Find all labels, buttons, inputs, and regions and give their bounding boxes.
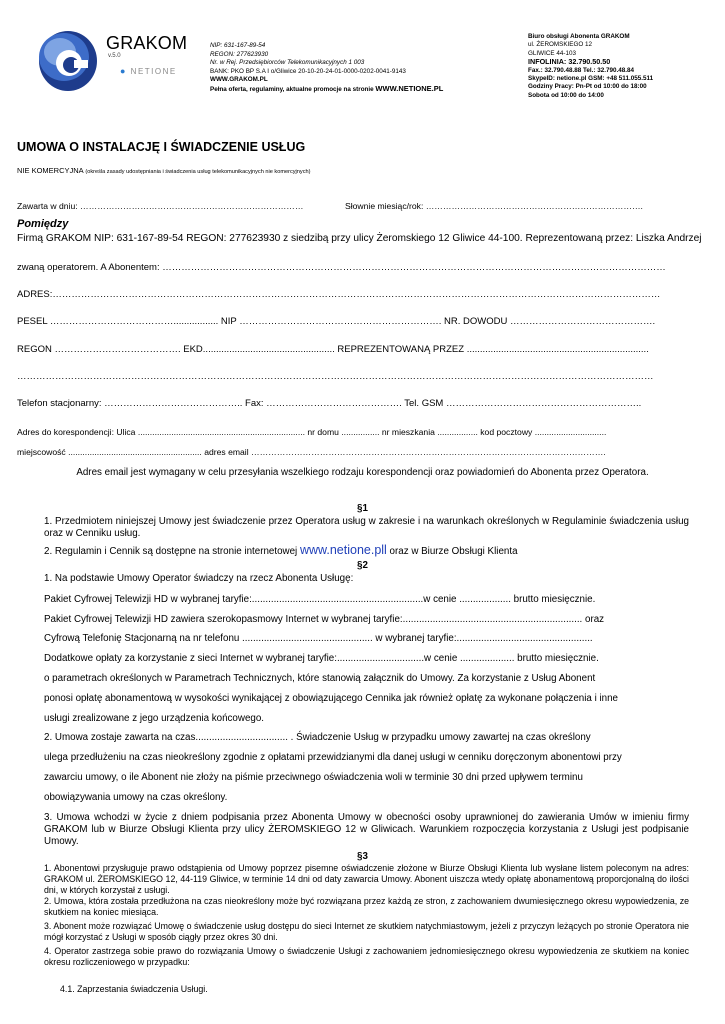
office-street: ul. ŻEROMSKIEGO 12 xyxy=(528,41,593,49)
s1-p2 xyxy=(44,543,689,557)
subtitle xyxy=(17,166,310,175)
s2-l10: ulega przedłużeniu na czas nieokreślony zgodnie z opłatami przewidzianymi dla danej usługi w cenniku doręczonym abonentowi przy xyxy=(44,752,622,763)
subscriber-name-field[interactable]: zwaną operatorem. A Abonentem: …………………………………………………………………………………………………………………………………………… xyxy=(17,262,666,273)
office-details xyxy=(528,33,653,100)
version-label: v.5.0 xyxy=(108,53,121,59)
netione-logo: ● NETIONE xyxy=(120,66,177,76)
page-title: UMOWA O INSTALACJĘ I ŚWIADCZENIE USŁUG xyxy=(17,140,306,154)
correspondence-address-field[interactable]: Adres do korespondencji: Ulica ...................................................................... nr domu ................ nr mieszkania ................. kod pocztowy .............................. xyxy=(17,427,607,437)
date-field[interactable]: Zawarta w dniu: …………………………………………………………………… xyxy=(17,201,304,211)
s2-l9: 2. Umowa zostaje zawarta na czas.................................. . Świadczenie Usług w przypadku umowy zawartej na czas określony xyxy=(44,732,591,743)
s3-p1: 1. Abonentowi przysługuje prawo odstąpienia od Umowy poprzez pisemne oświadczenie złożone w Biurze Obsługi Klienta lub wysłane listem poleconym na adres: GRAKOM ul. ŻEROMSKIEGO 12, 44-119 Gliwice, w terminie 14 dni od daty zawarcia Umowy. Abonent uiszcza wtedy opłatę abonamentową proporcjonalną do ilości dni, w których korzystał z usługi. xyxy=(44,863,689,895)
netione-logo-text: NETIONE xyxy=(130,67,177,76)
register: Nr. w Rej. Przedsiębiorców Telekomunikacyjnych 1 003 xyxy=(210,59,365,67)
nip: NIP: 631-167-89-54 xyxy=(210,42,266,49)
infolinia: INFOLINIA: 32.790.50.50 xyxy=(528,57,611,67)
offer-line xyxy=(210,85,443,95)
s3-p3: 3. Abonent może rozwiązać Umowę o świadczenie usług dostępu do sieci Internet ze skutkiem natychmiastowym, jeżeli z przyczyn leżących po stronie Operatora nie mógł korzystać z Usługi w sposób ciągły przez okres 30 dni. xyxy=(44,921,689,942)
email-note: Adres email jest wymagany w celu przesyłania wszelkiego rodzaju korespondencji oraz powiadomień do Abonenta przez Operatora. xyxy=(76,467,649,478)
s2-l11: zawarciu umowy, o ile Abonent nie złoży na piśmie przeciwnego oświadczenia woli w terminie 30 dni przed upływem terminu xyxy=(44,772,583,783)
s1-p2-suffix: oraz w Biurze Obsługi Klienta xyxy=(386,546,518,557)
address-field[interactable]: ADRES:………………………………………………………………………………………………………………………………………………………………………… xyxy=(17,289,661,300)
section-2-heading: §2 xyxy=(357,560,368,571)
subtitle-main: NIE KOMERCYJNA xyxy=(17,166,84,175)
city-email-field[interactable]: miejscowość ........................................................ adres email ……………………………………………………………………………………………………………. xyxy=(17,447,606,457)
fax-tel: Fax.: 32.790.48.88 Tel.: 32.790.48.84 xyxy=(528,66,634,74)
s2-l6: o parametrach określonych w Parametrach Technicznych, które stanowią załącznik do Umowy. Za korzystanie z Usług Abonent xyxy=(44,673,596,684)
skype-gsm: SkypeID: netione.pl GSM: +48 511.055.511 xyxy=(528,75,654,83)
netione-link[interactable]: www.netione.pll xyxy=(299,543,387,557)
hours-weekdays: Godziny Pracy: Pn-Pt od 10:00 do 18:00 xyxy=(528,83,647,91)
operator-line: Firmą GRAKOM NIP: 631-167-89-54 REGON: 277623930 z siedzibą przy ulicy Żeromskiego 12 Gliwice 44-100. Reprezentowaną przez: Liszka Andrzej xyxy=(17,233,702,244)
s1-p2-prefix: 2. Regulamin i Cennik są dostępne na stronie internetowej xyxy=(44,546,300,557)
section-1-heading: §1 xyxy=(357,503,368,514)
pesel-nip-id-field[interactable]: PESEL …………………………………................. NIP ………………………………………………………. NR. DOWODU ………………………………………. xyxy=(17,316,656,327)
s3-p4-1: 4.1. Zaprzestania świadczenia Usługi. xyxy=(60,984,208,994)
office-name: Biuro obsługi Abonenta GRAKOM xyxy=(528,33,630,40)
website-link[interactable]: WWW.GRAKOM.PL xyxy=(210,76,268,84)
bank-account: BANK: PKO BP S.A I o/Gliwice 20-10-20-24-01-0000-0202-0041-9143 xyxy=(210,67,406,75)
s2-l4: Cyfrową Telefonię Stacjonarną na nr telefonu ................................................ w wybranej taryfie:.................................................. xyxy=(44,633,593,644)
regon-ekd-rep-field[interactable]: REGON …………………………………. EKD.................................................. REPREZENTOWANĄ PRZEZ ..................................................................... xyxy=(17,344,649,355)
between-heading: Pomiędzy xyxy=(17,218,69,230)
s3-p2: 2. Umowa, która została przedłużona na czas nieokreślony może być rozwiązana przez każdą ze stron, z zachowaniem dwumiesięcznego okresu wypowiedzenia, ze skutkiem na koniec miesiąca. xyxy=(44,896,689,917)
s2-l1: 1. Na podstawie Umowy Operator świadczy na rzecz Abonenta Usługę: xyxy=(44,573,354,584)
s2-l8: usługi zrealizowane z jego urządzenia końcowego. xyxy=(44,713,265,724)
s2-l7: ponosi opłatę abonamentową w wysokości wynikającej z obowiązującego Cennika jak również opłatę za wykonane połączenia i inne xyxy=(44,693,618,704)
phone-fax-gsm-field[interactable]: Telefon stacjonarny: …………………………………….. Fax: ……………………………………. Tel. GSM …………………………………………………….. xyxy=(17,398,642,409)
offer-site-link[interactable]: WWW.NETIONE.PL xyxy=(375,83,444,93)
offer-prefix: Pełna oferta, regulaminy, aktualne promocje na stronie xyxy=(210,85,376,93)
subtitle-note: (określa zasady udostępniania i świadczenia usług telekomunikacyjnych nie komercyjnych) xyxy=(85,169,311,175)
s1-p1: 1. Przedmiotem niniejszej Umowy jest świadczenie przez Operatora usług w zakresie i na warunkach określonych w Regulaminie świadczenia usług oraz w Cenniku usług. xyxy=(44,516,689,539)
s2-l5: Dodatkowe opłaty za korzystanie z sieci Internet w wybranej taryfie:................................w cenie .................... brutto miesięcznie. xyxy=(44,653,599,664)
s2-l2: Pakiet Cyfrowej Telewizji HD w wybranej taryfie:...............................................................w cenie ................... brutto miesięcznie. xyxy=(44,594,596,605)
s2-p3: 3. Umowa wchodzi w życie z dniem podpisania przez Abonenta Umowy w obecności osoby uprawnionej do zawierania Umów w imieniu firmy GRAKOM lub w Biurze Obsługi Klienta przy ulicy ŻEROMSKIEGO 12 w Gliwicach. Warunkiem rozpoczęcia korzystania z Usługi jest podpisanie Umowy. xyxy=(44,812,689,847)
grakom-logo-icon xyxy=(38,30,98,92)
office-city: GLIWICE 44-103 xyxy=(528,49,576,57)
s2-l3: Pakiet Cyfrowej Telewizji HD zawiera szerokopasmowy Internet w wybranej taryfie:.................................................................. oraz xyxy=(44,614,605,625)
section-3-heading: §3 xyxy=(357,851,368,862)
hours-saturday: Sobota od 10:00 do 14:00 xyxy=(528,91,604,99)
brand-name: GRAKOM xyxy=(106,33,188,53)
company-details xyxy=(210,42,443,95)
regon: REGON: 277623930 xyxy=(210,50,269,58)
month-year-field[interactable]: Słownie miesiąc/rok: …………………………………………………………………. xyxy=(345,201,643,211)
s3-p4: 4. Operator zastrzega sobie prawo do rozwiązania Umowy o świadczenie Usługi z zachowaniem jednomiesięcznego okresu wypowiedzenia ze skutkiem na koniec okresu rozliczeniowego w przypadku: xyxy=(44,946,689,967)
s2-l12: obowiązywania umowy na czas określony. xyxy=(44,792,228,803)
blank-line-field[interactable]: ………………………………………………………………………………………………………………………………………………………………………………… xyxy=(17,371,654,382)
